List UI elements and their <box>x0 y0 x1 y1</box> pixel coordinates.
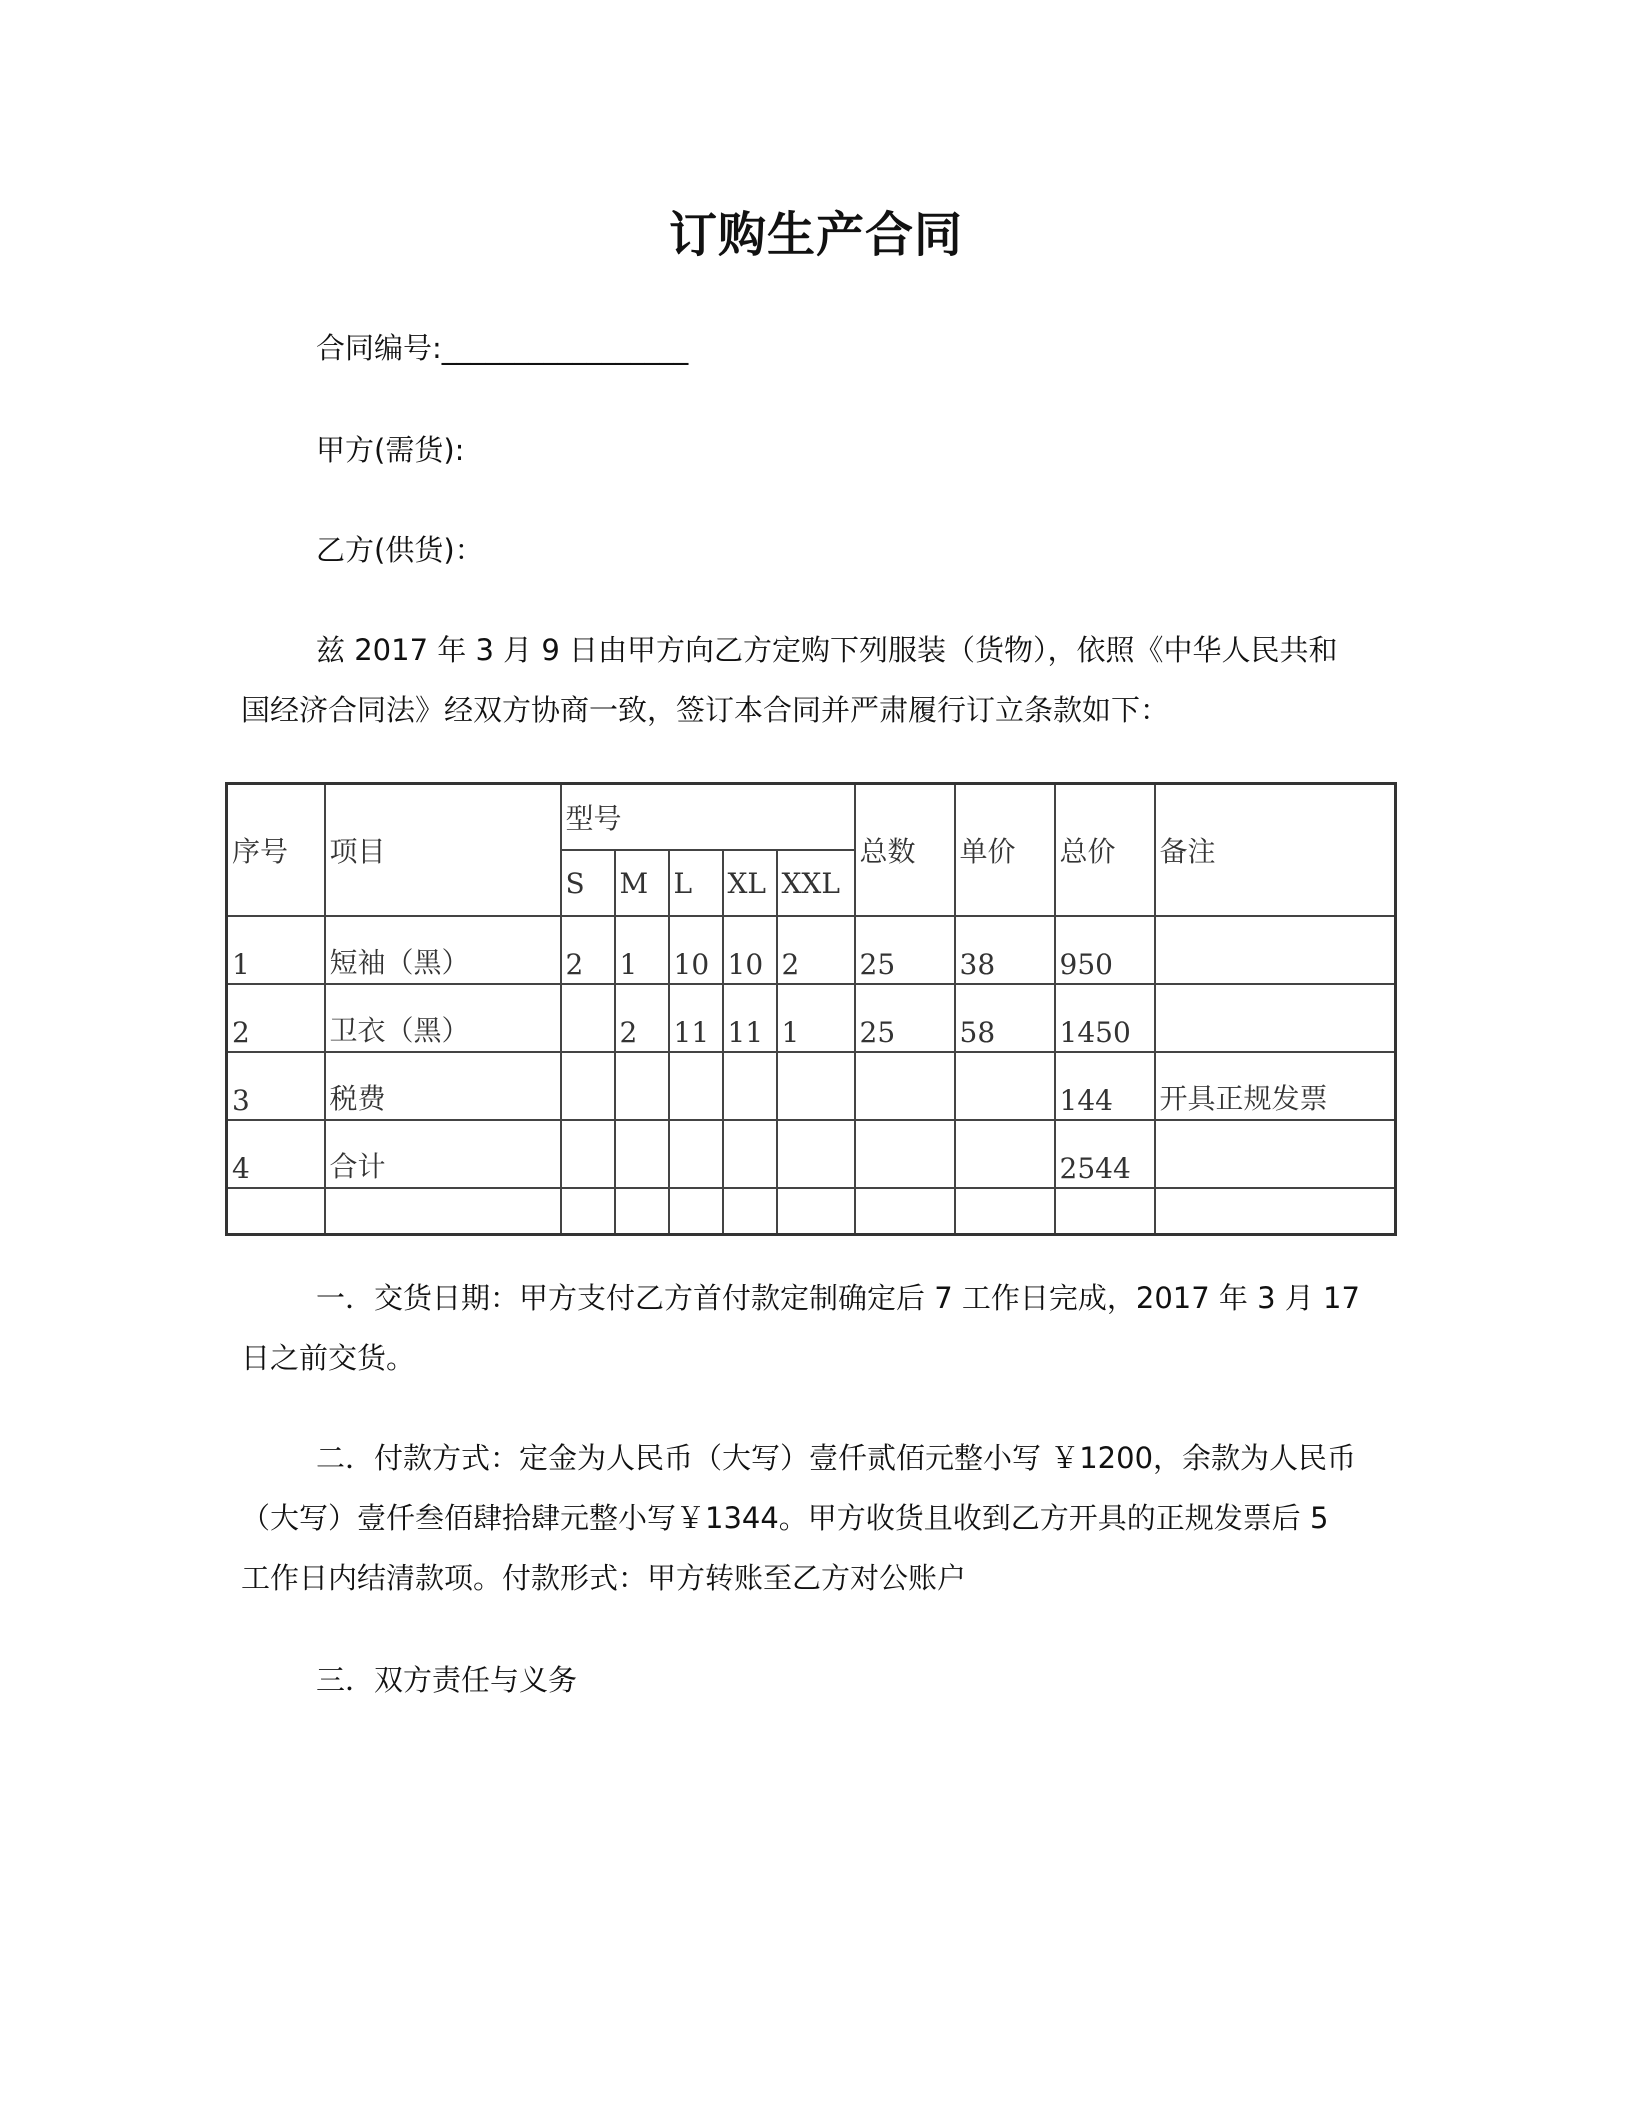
cell-size-xxl: 1 <box>777 984 855 1052</box>
clause-payment-method: 二．付款方式：定金为人民币（大写）壹仟贰佰元整小写 ￥1200，余款为人民币（大写）壹仟叁佰肆拾肆元整小写￥1344。甲方收货且收到乙方开具的正规发票后 5 工作日内结清款项。付款形式：甲方转账至乙方对公账户 <box>241 1441 1357 1595</box>
header-item: 项目 <box>325 784 561 917</box>
cell-size-s <box>561 1052 615 1120</box>
cell-total-qty: 25 <box>855 984 955 1052</box>
cell-total-qty <box>855 1120 955 1188</box>
cell-total-price: 950 <box>1055 916 1155 984</box>
cell-size-xxl: 2 <box>777 916 855 984</box>
document-title: 订购生产合同 <box>668 207 963 263</box>
cell-total-price: 2544 <box>1055 1120 1155 1188</box>
cell-empty <box>1055 1188 1155 1235</box>
header-unit-price: 单价 <box>955 784 1055 917</box>
cell-unit-price <box>955 1120 1055 1188</box>
cell-empty <box>227 1188 325 1235</box>
cell-remark <box>1155 916 1396 984</box>
cell-empty <box>955 1188 1055 1235</box>
cell-size-s <box>561 1120 615 1188</box>
cell-size-l: 11 <box>669 984 723 1052</box>
cell-total-price: 144 <box>1055 1052 1155 1120</box>
cell-size-xl: 10 <box>723 916 777 984</box>
cell-unit-price: 38 <box>955 916 1055 984</box>
table-row <box>227 1052 1396 1120</box>
cell-empty <box>777 1188 855 1235</box>
cell-unit-price: 58 <box>955 984 1055 1052</box>
header-size-m: M <box>615 850 669 916</box>
cell-empty <box>855 1188 955 1235</box>
table-header-row <box>227 784 1396 851</box>
header-size-xl: XL <box>723 850 777 916</box>
cell-size-xl <box>723 1052 777 1120</box>
cell-seq: 2 <box>227 984 325 1052</box>
cell-size-xl: 11 <box>723 984 777 1052</box>
cell-item: 短袖（黑） <box>325 916 561 984</box>
header-size-l: L <box>669 850 723 916</box>
cell-total-price: 1450 <box>1055 984 1155 1052</box>
cell-empty <box>325 1188 561 1235</box>
cell-size-l: 10 <box>669 916 723 984</box>
cell-size-m: 2 <box>615 984 669 1052</box>
cell-size-m <box>615 1052 669 1120</box>
cell-size-xxl <box>777 1120 855 1188</box>
header-size-s: S <box>561 850 615 916</box>
cell-remark <box>1155 1120 1396 1188</box>
cell-total-qty: 25 <box>855 916 955 984</box>
header-total-price: 总价 <box>1055 784 1155 917</box>
clause-responsibilities: 三．双方责任与义务 <box>316 1663 578 1697</box>
table-row <box>227 1120 1396 1188</box>
cell-size-s <box>561 984 615 1052</box>
cell-size-m: 1 <box>615 916 669 984</box>
cell-empty <box>723 1188 777 1235</box>
table-row <box>227 916 1396 984</box>
table-row <box>227 984 1396 1052</box>
intro-paragraph: 兹 2017 年 3 月 9 日由甲方向乙方定购下列服装（货物），依照《中华人民共和国经济合同法》经双方协商一致，签订本合同并严肃履行订立条款如下： <box>241 633 1338 727</box>
contract-number-line: 合同编号:_________________ <box>316 331 689 365</box>
cell-seq: 1 <box>227 916 325 984</box>
cell-remark: 开具正规发票 <box>1155 1052 1396 1120</box>
header-total-qty: 总数 <box>855 784 955 917</box>
cell-size-xxl <box>777 1052 855 1120</box>
cell-unit-price <box>955 1052 1055 1120</box>
party-a-label: 甲方(需货): <box>316 433 465 467</box>
cell-empty <box>561 1188 615 1235</box>
clause-delivery-date: 一．交货日期：甲方支付乙方首付款定制确定后 7 工作日完成，2017 年 3 月 17 日之前交货。 <box>241 1281 1360 1375</box>
cell-size-m <box>615 1120 669 1188</box>
table-row-empty <box>227 1188 1396 1235</box>
cell-size-xl <box>723 1120 777 1188</box>
cell-size-s: 2 <box>561 916 615 984</box>
cell-empty <box>669 1188 723 1235</box>
cell-empty <box>1155 1188 1396 1235</box>
cell-item: 合计 <box>325 1120 561 1188</box>
party-b-label: 乙方(供货)： <box>316 533 484 567</box>
cell-size-l <box>669 1120 723 1188</box>
cell-remark <box>1155 984 1396 1052</box>
header-seq: 序号 <box>227 784 325 917</box>
header-model: 型号 <box>561 784 855 851</box>
cell-seq: 4 <box>227 1120 325 1188</box>
header-size-xxl: XXL <box>777 850 855 916</box>
cell-size-l <box>669 1052 723 1120</box>
cell-seq: 3 <box>227 1052 325 1120</box>
cell-item: 税费 <box>325 1052 561 1120</box>
cell-total-qty <box>855 1052 955 1120</box>
cell-empty <box>615 1188 669 1235</box>
header-remark: 备注 <box>1155 784 1396 917</box>
goods-table <box>225 782 1397 1236</box>
cell-item: 卫衣（黑） <box>325 984 561 1052</box>
